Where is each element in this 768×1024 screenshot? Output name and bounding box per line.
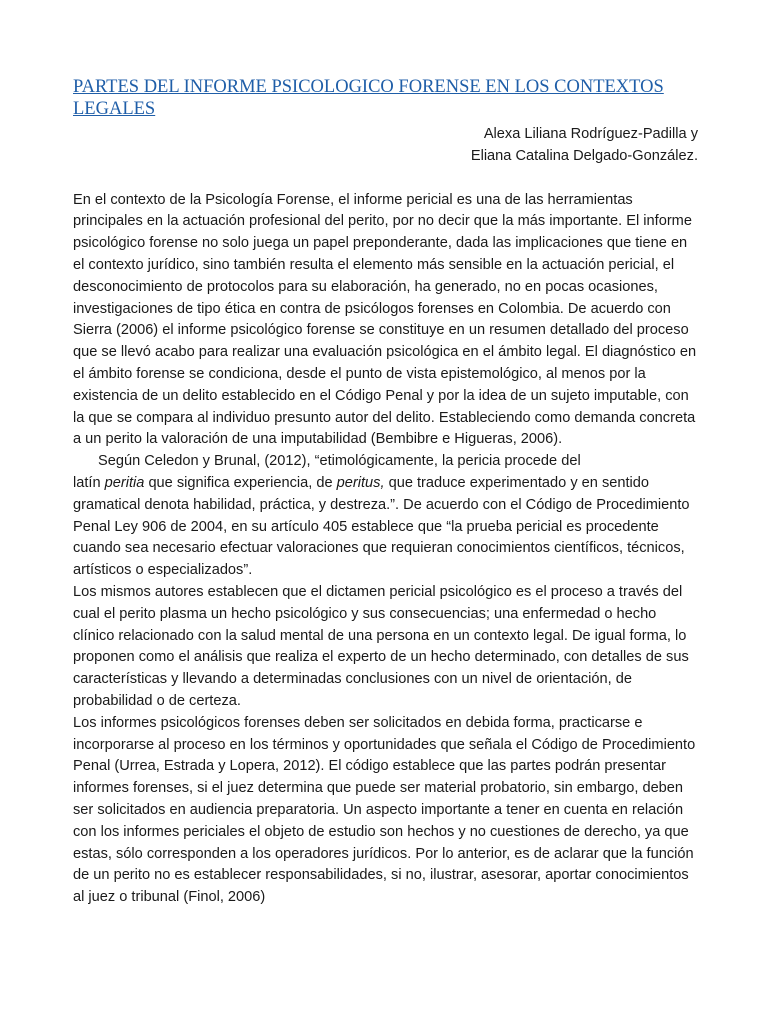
paragraph-4: Los informes psicológicos forenses deben ser solicitados en debida forma, practicarse e incorporarse al proceso en los términos y oportunidades que señala el Código de Procedimiento Penal (Urrea, Estrada y Lopera, 2012). El código establece que las partes podrán presentar informes forenses, si el juez determina que puede ser material probatorio, sin embargo, deben ser solicitados en audiencia preparatoria. Un aspecto importante a tener en cuenta en relación con los informes periciales el objeto de estudio son hechos y no cuestiones de derecho, ya que estas, sólo corresponden a los operadores jurídicos. Por lo anterior, es de aclarar que la función de un perito no es establecer responsabilidades, si no, ilustrar, asesorar, aportar conocimientos al juez o tribunal (Finol, 2006) [73,714,696,906]
document-page [73,76,698,909]
paragraph-2-italic-peritia: peritia [104,474,145,491]
paragraph-2-text-c: que traduce experimentado y en sentido gramatical denota habilidad, práctica, y destreza.”. De acuerdo con el Código de Procedimiento Penal Ley 906 de 2004, en su artículo 405 establece que “la prueba pericial es procedente cuando sea necesario efectuar valoraciones que requieran conocimientos científicos, técnicos, artísticos o especializados”. [73,474,690,579]
authors-block [73,124,698,168]
paragraph-2-text-b: que significa experiencia, de [144,474,337,491]
paragraph-2-line-1: Según Celedon y Brunal, (2012), “etimológicamente, la pericia procede del [98,453,581,470]
document-body [73,190,698,909]
author-line-2: Eliana Catalina Delgado-González. [470,147,698,164]
paragraph-2-text-a: latín [73,474,105,491]
document-title: PARTES DEL INFORME PSICOLOGICO FORENSE EN LOS CONTEXTOS LEGALES [73,77,664,119]
paragraph-2-italic-peritus: peritus, [336,474,385,491]
author-line-1: Alexa Liliana Rodríguez-Padilla y [483,126,698,142]
paragraph-3: Los mismos autores establecen que el dictamen pericial psicológico es el proceso a través del cual el perito plasma un hecho psicológico y sus consecuencias; una enfermedad o hecho clínico relacionado con la salud mental de una persona en un contexto legal. De igual forma, lo proponen como el análisis que realiza el experto de un hecho determinado, con detalles de sus características y llevando a determinadas conclusiones con un nivel de orientación, de probabilidad o de certeza. [73,583,689,709]
paragraph-2 [73,473,698,582]
paragraph-1: En el contexto de la Psicología Forense, el informe pericial es una de las herramientas principales en la actuación profesional del perito, por no decir que la más importante. El informe psicológico forense no solo juega un papel preponderante, dada las implicaciones que tiene en el contexto jurídico, sino también resulta el elemento más sensible en la actuación pericial, el desconocimiento de protocolos para su elaboración, ha generado, no en pocas ocasiones, investigaciones de tipo ética en contra de psicólogos forenses en Colombia. De acuerdo con Sierra (2006) el informe psicológico forense se constituye en un resumen detallado del proceso que se llevó acabo para realizar una evaluación psicológica en el ámbito legal. El diagnóstico en el ámbito forense se condiciona, desde el punto de vista epistemológico, al menos por la existencia de un delito establecido en el Código Penal y por la idea de un sujeto imputable, con la que se compara al individuo presunto autor del delito. Estableciendo como demanda concreta a un perito la valoración de una imputabilidad (Bembibre e Higueras, 2006). [73,191,697,448]
